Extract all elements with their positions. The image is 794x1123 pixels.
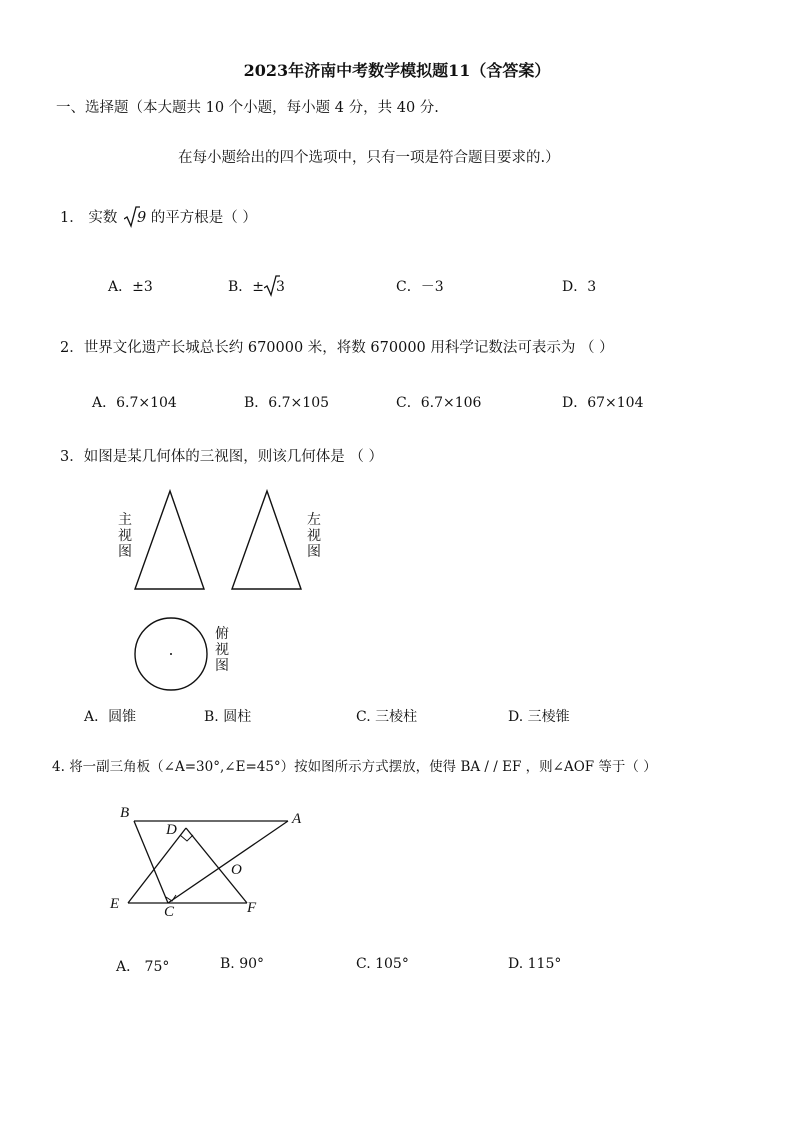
q3-option-d[interactable]: D. 三棱锥: [508, 709, 570, 725]
question-3-text: 如图是某几何体的三视图，则该几何体是 （ ）: [83, 449, 383, 465]
point-label-o: O: [231, 862, 242, 878]
sqrt-radical: [124, 210, 146, 226]
point-label-d: D: [166, 822, 177, 838]
q2-option-a[interactable]: A．6.7×104: [92, 395, 177, 411]
q2-option-d[interactable]: D．67×104: [562, 395, 644, 411]
question-3: [60, 445, 383, 466]
q4-option-b[interactable]: B. 90°: [220, 956, 265, 972]
q2-option-b[interactable]: B．6.7×105: [244, 395, 330, 411]
segment-ca: [168, 821, 288, 903]
radical-sign-icon: [124, 206, 140, 228]
point-label-e: E: [110, 896, 120, 912]
question-4: [52, 755, 657, 775]
question-1-text-after: 的平方根是（ ）: [150, 210, 257, 226]
left-view-triangle: [232, 491, 301, 589]
q4-option-d[interactable]: D. 115°: [508, 956, 562, 972]
point-label-f: F: [247, 900, 257, 916]
section-instruction: 在每小题给出的四个选项中，只有一项是符合题目要求的.）: [178, 150, 560, 166]
q2-option-c[interactable]: C．6.7×106: [396, 395, 482, 411]
point-label-c: C: [164, 904, 175, 920]
q1-option-b-prefix: B．±: [228, 279, 265, 295]
question-2-text: 世界文化遗产长城总长约 670000 米，将数 670000 用科学记数法可表示为 （ ）: [83, 340, 614, 356]
front-view-triangle: [135, 491, 204, 589]
q1-option-a[interactable]: A．±3: [108, 279, 153, 295]
question-1: [60, 206, 257, 227]
front-view-label: 主 视 图: [118, 512, 132, 560]
sqrt-radical: [264, 279, 285, 295]
question-2: [60, 336, 614, 357]
q4-option-a[interactable]: A． 75°: [116, 959, 170, 975]
radical-sign-icon: [264, 275, 280, 297]
top-view-center-dot: [170, 653, 172, 655]
radicand: 9: [136, 210, 147, 226]
q1-option-b[interactable]: [228, 276, 285, 296]
question-3-number: 3．: [60, 449, 84, 465]
segment-bc: [134, 821, 168, 903]
q3-option-a[interactable]: A．圆锥: [84, 709, 137, 725]
question-1-number: 1．: [60, 210, 84, 226]
point-label-a: A: [292, 811, 302, 827]
segment-ed: [128, 828, 186, 903]
left-view-label: 左 视 图: [307, 512, 321, 560]
question-1-text-before: 实数: [88, 210, 118, 226]
radicand: 3: [276, 279, 285, 295]
question-4-text: 将一副三角板（∠A=30°,∠E=45°）按如图所示方式摆放，使得 BA / / EF ，则∠AOF 等于（ ）: [69, 759, 657, 775]
question-2-number: 2．: [60, 340, 84, 356]
page-title: 2023年济南中考数学模拟题11（含答案）: [243, 61, 551, 80]
top-view-label: 俯 视 图: [215, 626, 229, 674]
triangle-rulers-figure: [100, 798, 320, 928]
q4-option-c[interactable]: C. 105°: [356, 956, 409, 972]
q1-option-c[interactable]: C．－3: [396, 279, 444, 295]
right-angle-mark-d: [180, 835, 193, 841]
point-label-b: B: [120, 805, 130, 821]
q3-option-c[interactable]: C. 三棱柱: [356, 709, 418, 725]
q3-option-b[interactable]: B. 圆柱: [204, 709, 252, 725]
question-4-number: 4.: [52, 759, 65, 775]
section-heading: 一、选择题（本大题共 10 个小题，每小题 4 分，共 40 分.: [56, 100, 439, 116]
q1-option-d[interactable]: D．3: [562, 279, 597, 295]
